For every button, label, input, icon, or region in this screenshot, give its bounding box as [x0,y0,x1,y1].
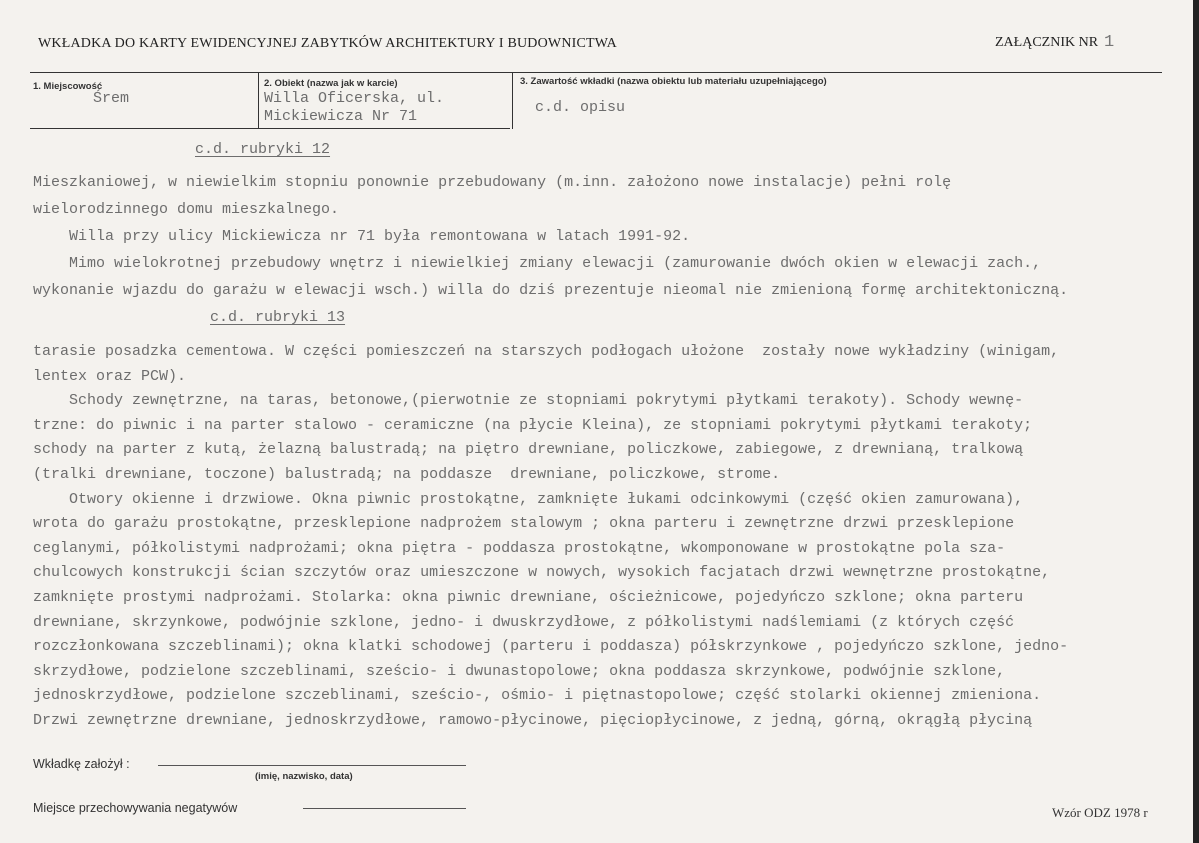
inserted-by-sublabel: (imię, nazwisko, data) [255,771,353,782]
annex-number-value: 1 [1104,33,1115,52]
negatives-location-line [303,808,466,810]
form-code: Wzór ODZ 1978 r [1052,805,1148,820]
text-line: wrota do garażu prostokątne, przesklepione nadprożem stalowym ; okna parteru i zewnętrzne drzwi przesklepione [33,515,1015,533]
field-divider-1 [258,72,259,129]
text-line: Mieszkaniowej, w niewielkim stopniu ponownie przebudowany (m.inn. założono nowe instalacje) pełni rolę [33,174,952,191]
text-line: lentex oraz PCW). [33,367,187,385]
text-line: Schody zewnętrzne, na taras, betonowe,(pierwotnie ze stopniami pokrytymi płytkami terakoty). Schody wewnę- [33,392,1024,410]
section-heading-13: c.d. rubryki 13 [210,309,346,326]
text-line: drewniane, skrzynkowe, podwójnie szklone, jedno- i dwuskrzydłowe, z półkolistymi nadślemiami (z których część [33,613,1015,631]
object-value-line2: Mickiewicza Nr 71 [264,108,418,125]
text-line: trzne: do piwnic i na parter stalowo - ceramiczne (na płycie Kleina), ze stopniami pokrytymi płytkami terakoty; [33,416,1033,434]
text-line: Willa przy ulicy Mickiewicza nr 71 była remontowana w latach 1991-92. [33,228,691,245]
annex-label: ZAŁĄCZNIK NR [995,35,1099,50]
text-line: schody na parter z kutą, żelazną balustradą; na piętro drewniane, policzkowe, zabiegowe, z drewnianą, tralkową [33,441,1024,459]
form-title: WKŁADKA DO KARTY EWIDENCYJNEJ ZABYTKÓW ARCHITEKTURY I BUDOWNICTWA [38,36,617,51]
text-line: rozczłonkowana szczeblinami); okna klatki schodowej (parteru i poddasza) półskrzynkowe , pojedyńczo szklone, jedno- [33,638,1069,656]
text-line: skrzydłowe, podzielone szczeblinami, sześcio- i dwunastopolowe; okna poddasza skrzynkowe, podwójnie szklone, [33,662,1006,680]
text-line: chulcowych konstrukcji ścian szczytów oraz umieszczone w nowych, wysokich facjatach drzwi wewnętrzne prostokątne, [33,564,1051,582]
locality-label: 1. Miejscowość [33,81,103,92]
text-line: Otwory okienne i drzwiowe. Okna piwnic prostokątne, zamknięte łukami odcinkowymi (część okien zamurowana), [33,490,1024,508]
text-line: jednoskrzydłowe, podzielone szczeblinami, sześcio-, ośmio- i piętnastopolowe; część stolarki okiennej zmieniona. [33,687,1042,705]
annex-number [995,33,1114,52]
object-label: 2. Obiekt (nazwa jak w karcie) [264,78,398,89]
text-line: zamknięte prostymi nadprożami. Stolarka: okna piwnic drewniane, ościeżnicowe, pojedyńczo szklone; okna parteru [33,589,1024,606]
section-heading-12: c.d. rubryki 12 [195,141,331,158]
text-line: tarasie posadzka cementowa. W części pomieszczeń na starszych podłogach ułożone zostały nowe wykładziny (winigam, [33,343,1060,360]
text-line: Drzwi zewnętrzne drewniane, jednoskrzydłowe, ramowo-płycinowe, pięciopłycinowe, z jedną, górną, okrągłą płyciną [33,712,1033,729]
card-edge [1193,0,1199,843]
text-line: wykonanie wjazdu do garażu w elewacji wsch.) willa do dziś prezentuje nieomal nie zmienioną formę architektoniczną. [33,282,1069,299]
locality-value: Śrem [93,90,130,107]
text-line: ceglanymi, półkolistymi nadprożami; okna piętra - poddasza prostokątne, wkomponowane w prostokątne pola sza- [33,539,1006,557]
text-line: Mimo wielokrotnej przebudowy wnętrz i niewielkiej zmiany elewacji (zamurowanie dwóch okien w elewacji zach., [33,255,1042,272]
text-line: (tralki drewniane, toczone) balustradą; na poddasze drewniane, policzkowe, strome. [33,466,781,483]
negatives-location-label: Miejsce przechowywania negatywów [33,801,238,815]
field-divider-2 [512,72,513,129]
fields-top-rule [30,72,1162,73]
text-line: wielorodzinnego domu mieszkalnego. [33,201,340,218]
inserted-by-label: Wkładkę założył : [33,757,130,771]
fields-bottom-rule [30,128,510,129]
inserted-by-line [158,765,466,767]
object-value-line1: Willa Oficerska, ul. [264,90,445,107]
content-label: 3. Zawartość wkładki (nazwa obiektu lub materiału uzupełniającego) [520,76,827,87]
content-value: c.d. opisu [535,99,626,116]
